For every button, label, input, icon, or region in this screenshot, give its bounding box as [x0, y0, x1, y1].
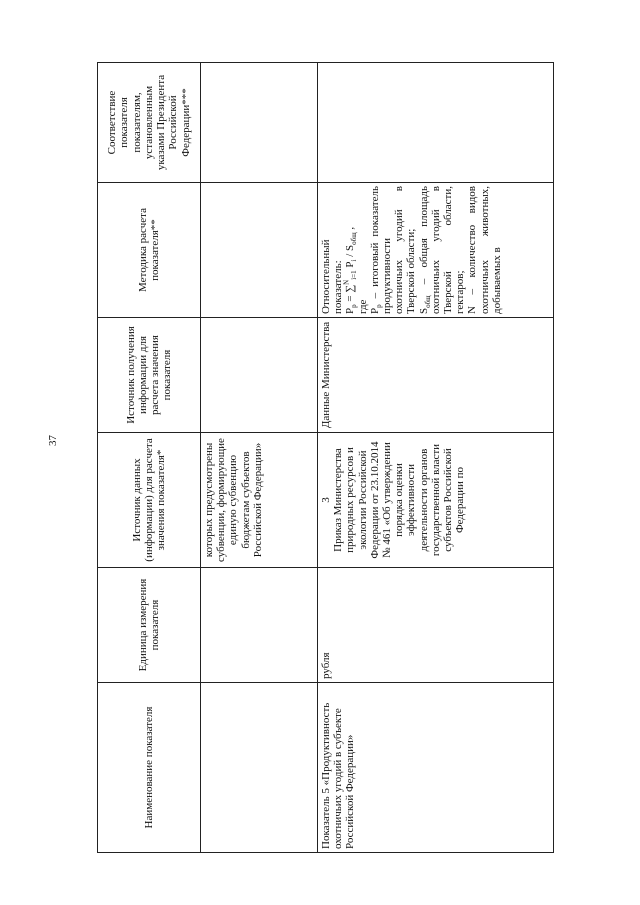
source-text: Приказ Министерства природных ресурсов и экологии Российской Федерации от 23.10.2014 № 461 «Об утверждении порядка оценки эффективности деятельности органов государственной власти субъектов Российской Федерации по [332, 441, 467, 559]
table-row-continued [201, 63, 318, 853]
cell-empty [201, 318, 318, 433]
method-formula: $P_р = \sum^N_{i=1}$ $P_i / S_{общ}$ , [342, 226, 359, 314]
table-header-row [98, 63, 201, 853]
method-s-text: – общая площадь охотничьих угодий в Тверской области, гектаров; [417, 186, 467, 314]
cell-continued-source: которых предусмотрены субвенции, формирующие единую субвенцию бюджетам субъектов Российской Федерации» [201, 433, 318, 568]
header-indicator-name: Наименование показателя [98, 683, 201, 853]
cell-indicator-name: Показатель 5 «Продуктивность охотничьих угодий в субъекте Российской Федерации» [318, 683, 554, 853]
cell-info-source: Данные Министерства [318, 318, 554, 433]
cell-method [318, 183, 554, 318]
cell-data-source [318, 433, 554, 568]
header-data-source: Источник данных (информации) для расчета значения показателя* [98, 433, 201, 568]
cell-empty [201, 183, 318, 318]
cell-unit: рубля [318, 568, 554, 683]
header-compliance: Соответствие показателя показателям, установленным указами Президента Российской Федерации*** [98, 63, 201, 183]
table-row-indicator-5 [318, 63, 554, 853]
cell-empty [201, 683, 318, 853]
method-pr-text: – итоговый показатель продуктивности охотничьих угодий в Тверской области; [368, 185, 418, 314]
source-number: 3 [320, 497, 332, 503]
cell-empty [201, 63, 318, 183]
method-s-def: $S_{общ}$ – общая площадь охотничьих угодий в Тверской области, гектаров; [417, 186, 467, 314]
page-number: 37 [47, 435, 59, 446]
indicators-table [97, 62, 554, 853]
cell-empty [201, 568, 318, 683]
header-info-source: Источник получения информации для расчета значения показателя [98, 318, 201, 433]
method-where: где [356, 299, 369, 314]
rotated-table-page [97, 63, 542, 853]
method-n-def: N – количество видов охотничьих животных, добываемых в [466, 186, 503, 314]
method-pr-def: $P_р$ – итоговый показатель продуктивности охотничьих угодий в Тверской области; [368, 185, 418, 314]
header-unit: Единица измерения показателя [98, 568, 201, 683]
cell-empty [318, 63, 554, 183]
header-method: Методика расчета показателя** [98, 183, 201, 318]
method-intro: Относительный показатель: [320, 239, 345, 314]
